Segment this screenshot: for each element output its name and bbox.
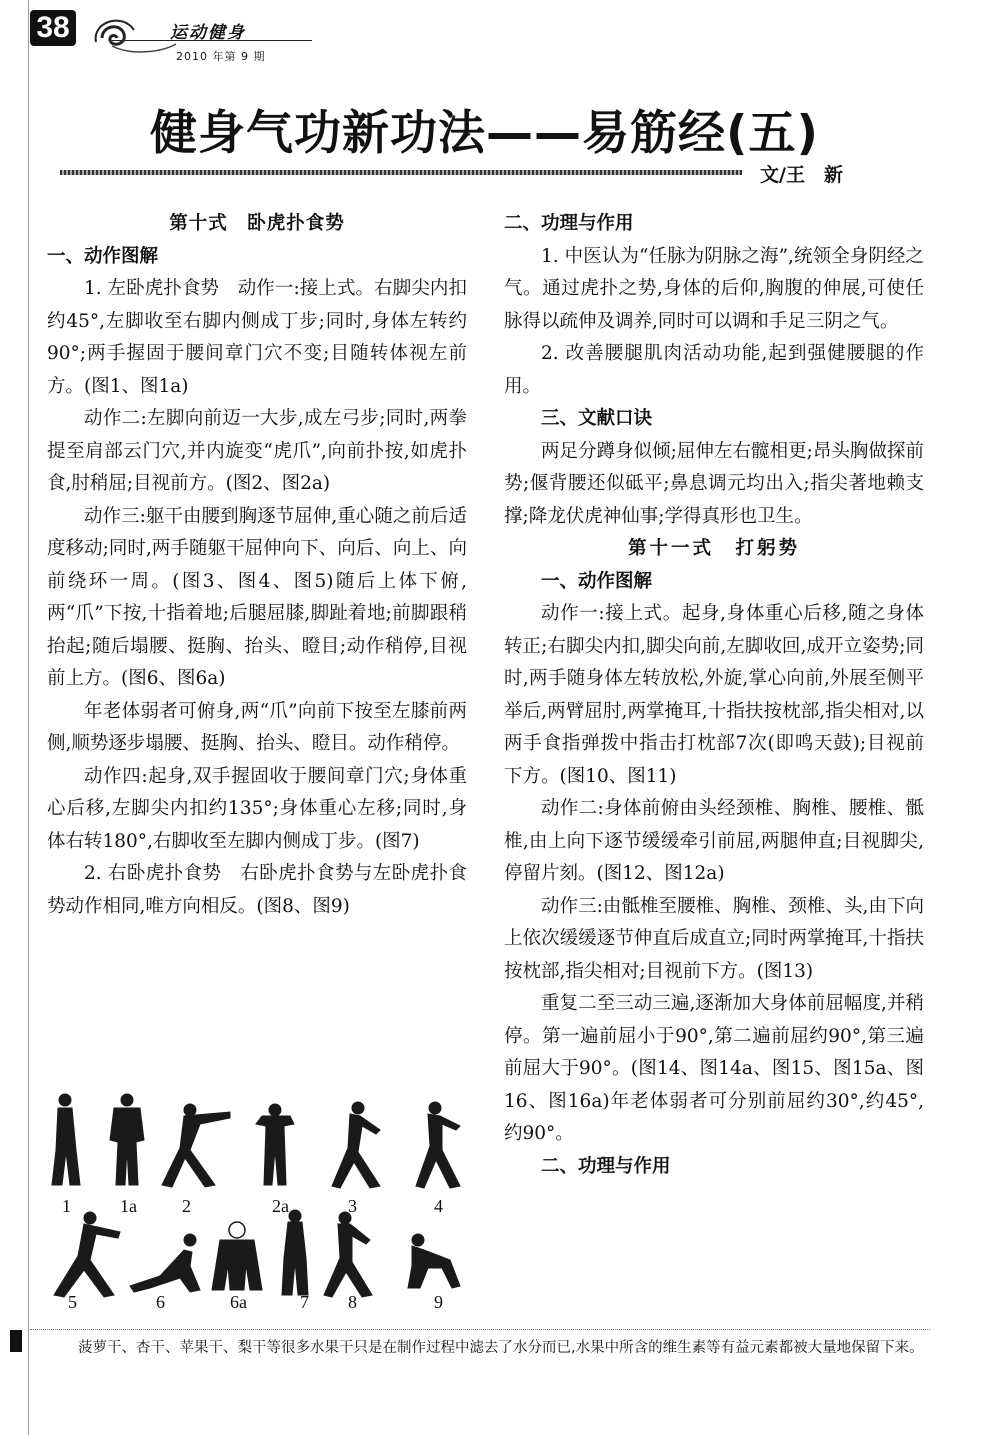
figure-2-silhouette — [162, 1104, 230, 1187]
author-byline: 文/王 新 — [760, 164, 843, 186]
figure-label: 4 — [434, 1196, 443, 1216]
footer-rule — [30, 1329, 930, 1330]
figure-label: 1 — [62, 1196, 71, 1216]
figure-4-silhouette — [416, 1102, 460, 1188]
figure-label: 1a — [120, 1196, 137, 1216]
subsection-heading: 二、功理与作用 — [504, 213, 634, 234]
figure-label: 6 — [156, 1292, 165, 1312]
figure-label: 6a — [230, 1292, 247, 1312]
paragraph: 动作二:身体前俯由头经颈椎、胸椎、腰椎、骶椎,由上向下逐节缓缓牵引前屈,两腿伸直;目视脚尖,停留片刻。(图12、图12a) — [504, 798, 924, 884]
figure-9-silhouette — [408, 1234, 460, 1288]
subsection-heading: 一、动作图解 — [541, 570, 653, 592]
figure-label: 2 — [182, 1196, 191, 1216]
left-column — [47, 208, 467, 923]
figure-1a-silhouette — [110, 1094, 144, 1185]
paragraph: 动作三:躯干由腰到胸逐节屈伸,重心随之前后适度移动;同时,两手随躯干屈伸向下、向后、向上、向前绕环一周。(图3、图4、图5)随后上体下俯,两“爪”下按,十指着地;后腿屈膝,脚趾着地;前脚跟稍抬起;随后塌腰、挺胸、抬头、瞪目;动作稍停,目视前上方。(图6、图6a) — [47, 505, 467, 689]
figure-label: 5 — [68, 1292, 77, 1312]
right-column — [504, 208, 924, 1183]
figure-label: 2a — [272, 1196, 289, 1216]
figure-8-silhouette — [324, 1212, 372, 1297]
paragraph: 2. 改善腰腿肌肉活动功能,起到强健腰腿的作用。 — [504, 343, 924, 397]
article-title: 健身气功新功法——易筋经(五) — [150, 106, 819, 161]
paragraph: 2. 右卧虎扑食势 右卧虎扑食势与左卧虎扑食势动作相同,唯方向相反。(图8、图9) — [47, 863, 467, 917]
scan-edge-line — [28, 0, 29, 1435]
figure-label: 7 — [300, 1292, 309, 1312]
paragraph: 动作二:左脚向前迈一大步,成左弓步;同时,两拳提至肩部云门穴,并内旋变“虎爪”,向前扑按,如虎扑食,肘稍屈;目视前方。(图2、图2a) — [47, 408, 467, 494]
figure-6-silhouette — [130, 1234, 200, 1292]
paragraph: 重复二至三动三遍,逐渐加大身体前屈幅度,并稍停。第一遍前屈小于90°,第二遍前屈约90°,第三遍前屈大于90°。(图14、图14a、图15、图15a、图16、图16a)年老体弱者可分别前屈约30°,约45°,约90°。 — [504, 993, 924, 1144]
figure-3-silhouette — [332, 1102, 380, 1188]
column-name: 运动健身 — [170, 23, 246, 43]
paragraph: 动作三:由骶椎至腰椎、胸椎、颈椎、头,由下向上依次缓缓逐节伸直后成直立;同时两掌掩耳,十指扶按枕部,指尖相对;目视前下方。(图13) — [504, 895, 924, 982]
paragraph: 年老体弱者可俯身,两“爪”向前下按至左膝前两侧,顺势逐步塌腰、挺胸、抬头、瞪目。动作稍停。 — [47, 700, 467, 754]
exercise-figures — [40, 1090, 480, 1320]
paragraph: 动作四:起身,双手握固收于腰间章门穴;身体重心后移,左脚尖内扣约135°;身体重心左移;同时,身体右转180°,右脚收至左脚内侧成丁步。(图7) — [47, 765, 467, 852]
footer-tip-text: 菠萝干、杏干、苹果干、梨干等很多水果干只是在制作过程中滤去了水分而已,水果中所含的维生素等有益元素都被大量地保留下来。 — [78, 1340, 924, 1356]
subsection-heading: 二、功理与作用 — [541, 1155, 671, 1177]
section-heading-11: 第十一式 打躬势 — [627, 538, 800, 559]
figure-7-silhouette — [282, 1210, 308, 1295]
figure-5-silhouette — [54, 1212, 120, 1297]
figure-1-silhouette — [52, 1094, 80, 1185]
subsection-heading: 三、文献口诀 — [541, 408, 653, 429]
title-rule — [60, 170, 742, 175]
page-number: 38 — [30, 10, 76, 46]
figure-2a-silhouette — [256, 1104, 294, 1185]
subsection-heading: 一、动作图解 — [47, 245, 159, 267]
figure-label: 8 — [348, 1292, 357, 1312]
paragraph: 动作一:接上式。起身,身体重心后移,随之身体转正;右脚尖内扣,脚尖向前,左脚收回,成开立姿势;同时,两手随身体左转放松,外旋,掌心向前,外展至侧平举后,两臂屈肘,两掌掩耳,十指扶按枕部,指尖相对,以两手食指弹拨中指击打枕部7次(即鸣天鼓);目视前下方。(图10、图11) — [504, 603, 924, 787]
swirl-logo-icon — [72, 8, 182, 68]
section-heading-10: 第十式 卧虎扑食势 — [169, 213, 345, 234]
poem-paragraph: 两足分蹲身似倾;屈伸左右髋相更;昂头胸做探前势;偃背腰还似砥平;鼻息调元均出入;指尖著地赖支撑;降龙伏虎神仙事;学得真形也卫生。 — [504, 440, 924, 527]
figure-6a-silhouette — [212, 1222, 262, 1290]
paragraph: 1. 左卧虎扑食势 动作一:接上式。右脚尖内扣约45°,左脚收至右脚内侧成丁步;同时,身体左转约90°;两手握固于腰间章门穴不变;目随转体视左前方。(图1、图1a) — [47, 278, 467, 397]
paragraph: 1. 中医认为“任脉为阴脉之海”,统领全身阴经之气。通过虎扑之势,身体的后仰,胸腹的伸展,可使任脉得以疏伸及调养,同时可以调和手足三阴之气。 — [504, 245, 924, 332]
issue-label: 2010 年第 9 期 — [176, 50, 266, 63]
figure-label: 3 — [348, 1196, 357, 1216]
footer-marker — [10, 1330, 22, 1352]
figure-label: 9 — [434, 1292, 443, 1312]
